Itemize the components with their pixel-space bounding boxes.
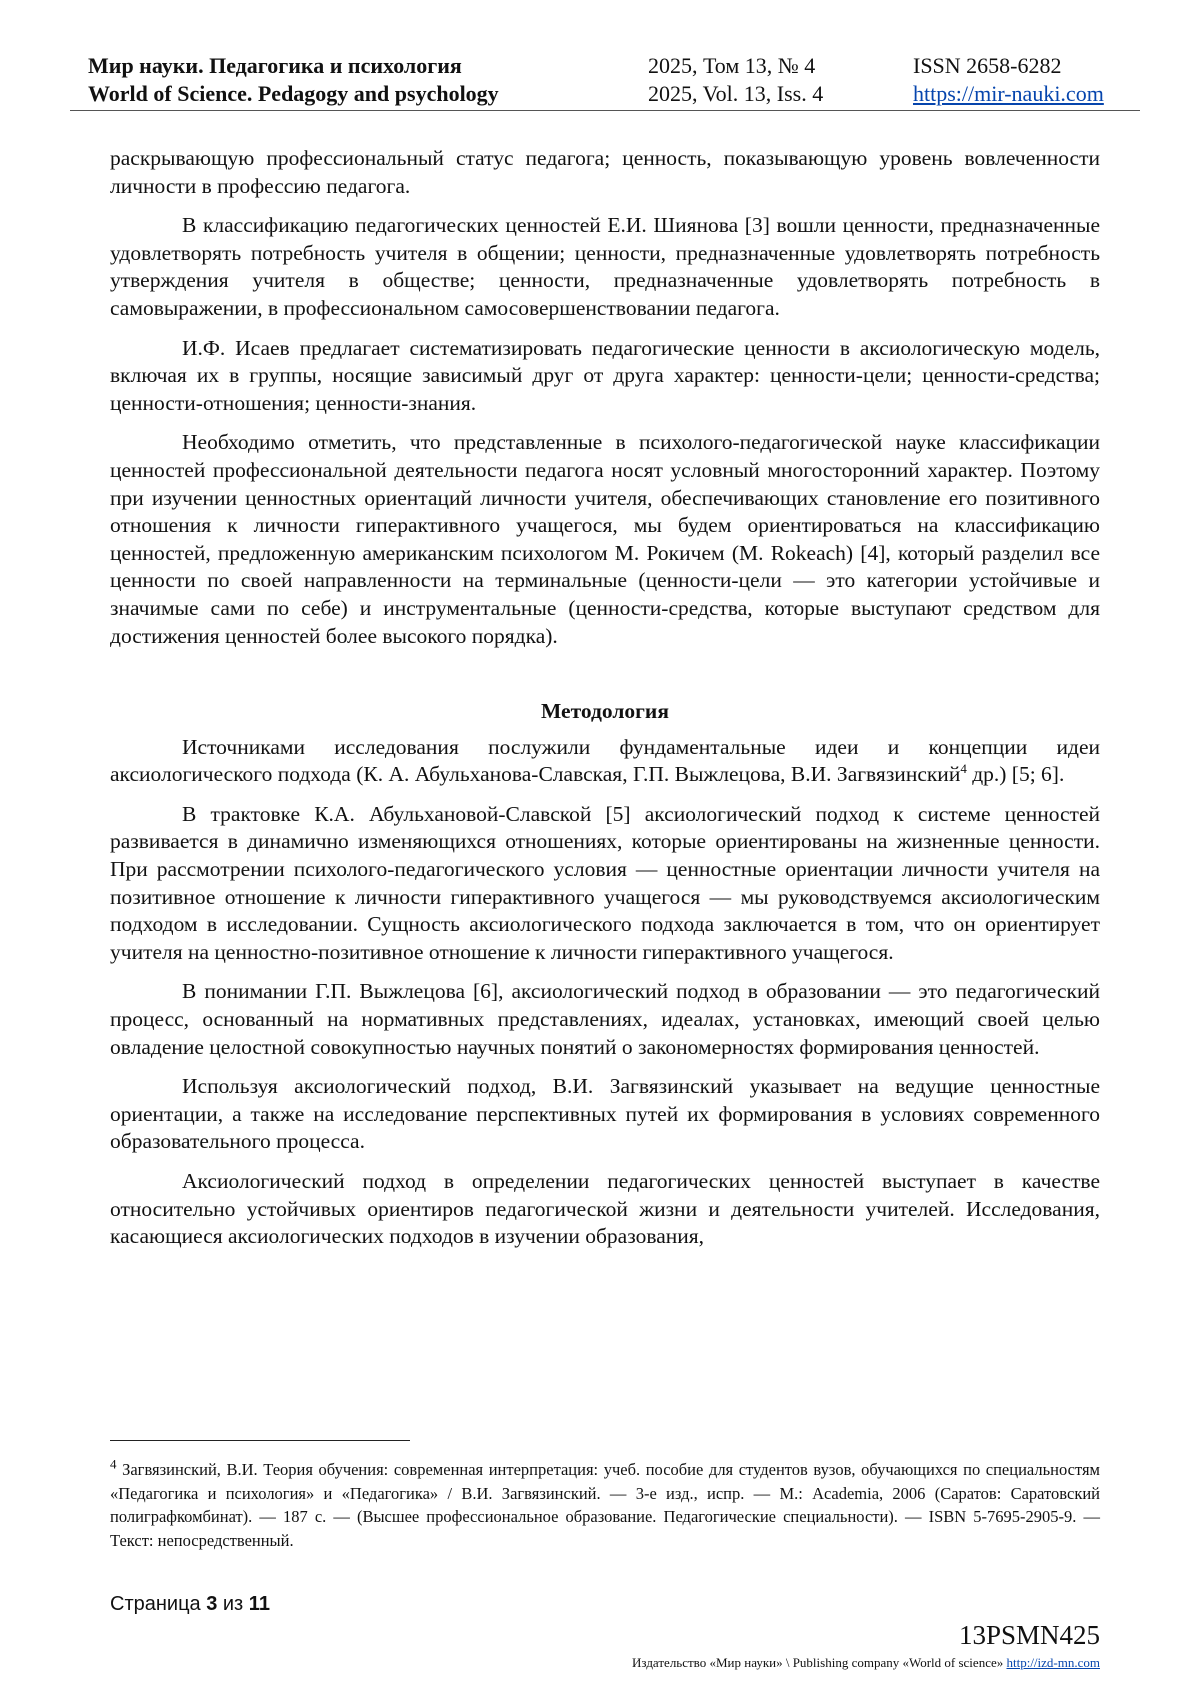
page-number bbox=[110, 1593, 270, 1616]
publisher-line bbox=[632, 1655, 1100, 1671]
issue-ru: 2025, Том 13, № 4 bbox=[648, 53, 816, 78]
paragraph-7: В понимании Г.П. Выжлецова [6], аксиологический подход в образовании — это педагогический процесс, основанный на нормативных представлениях, идеалах, установках, имеющий своей целью овладение целостной совокупностью научных понятий о закономерностях формирования ценностей. bbox=[110, 979, 1100, 1059]
publisher-link[interactable]: http://izd-mn.com bbox=[1006, 1655, 1100, 1670]
paragraph-9: Аксиологический подход в определении педагогических ценностей выступает в качестве относительно устойчивых ориентиров педагогической жизни и деятельности учителей. Исследования, касающиеся аксиологических подходов в изучении образования, bbox=[110, 1169, 1100, 1249]
paragraph-2: В классификацию педагогических ценностей Е.И. Шиянова [3] вошли ценности, предназначенные удовлетворять потребность учителя в общении; ценности, предназначенные удовлетворять потребность утверждения учителя в обществе; ценности, предназначенные удовлетворять потребность в самовыражении, в профессиональном самосовершенствовании педагога. bbox=[110, 213, 1100, 320]
paragraph-5-tail: др.) [5; 6]. bbox=[966, 762, 1065, 787]
issue-block bbox=[648, 52, 823, 108]
journal-title-block bbox=[88, 52, 499, 108]
issn-block bbox=[913, 52, 1104, 108]
paragraph-6: В трактовке К.А. Абульхановой-Славской [5] аксиологический подход к системе ценностей развивается в динамично изменяющихся отношениях, которые ориентированы на жизненные ценности. При рассмотрении психолого-педагогического условия — ценностные ориентации личности учителя на позитивное отношение к личности гиперактивного учащегося — мы руководствуемся аксиологическим подходом в исследовании. Сущность аксиологического подхода заключается в том, что он ориентирует учителя на ценностно-позитивное отношение к личности гиперактивного учащегося. bbox=[110, 801, 1100, 964]
footnote-divider bbox=[110, 1440, 410, 1441]
section-title: Методология bbox=[541, 699, 669, 724]
footnote bbox=[110, 1458, 1100, 1552]
page-total: 11 bbox=[248, 1593, 270, 1615]
page-current: 3 bbox=[206, 1593, 218, 1615]
journal-site-link[interactable]: https://mir-nauki.com bbox=[913, 81, 1104, 106]
paragraph-5 bbox=[110, 734, 1100, 789]
journal-title-en: World of Science. Pedagogy and psychology bbox=[88, 81, 499, 106]
publisher-text: Издательство «Мир науки» \ Publishing company «World of science» bbox=[632, 1655, 1007, 1670]
footnote-marker: 4 bbox=[110, 1456, 117, 1472]
paragraph-8: Используя аксиологический подход, В.И. Загвязинский указывает на ведущие ценностные ориентации, а также на исследование перспективных путей их формирования в условиях современного образовательного процесса. bbox=[110, 1074, 1100, 1154]
footnote-ref[interactable]: 4 bbox=[960, 761, 967, 777]
paragraph-5-main: Источниками исследования послужили фундаментальные идеи и концепции идеи аксиологического подхода (К. А. Абульханова-Славская, Г.П. Выжлецова, В.И. Загвязинский bbox=[110, 734, 1100, 787]
article-body bbox=[110, 145, 1100, 1263]
journal-header bbox=[70, 52, 1140, 111]
journal-title-ru: Мир науки. Педагогика и психология bbox=[88, 53, 462, 78]
page-prefix: Страница bbox=[110, 1593, 207, 1615]
paragraph-4: Необходимо отметить, что представленные в психолого-педагогической науке классификации ценностей профессиональной деятельности педагога носят условный многосторонний характер. Поэтому при изучении ценностных ориентаций личности учителя, обеспечивающих становление его позитивного отношения к личности гиперактивного учащегося, мы будем ориентироваться на классификацию ценностей, предложенную американским психологом М. Рокичем (M. Rokeach) [4], который разделил все ценности по своей направленности на терминальные (ценности-цели — это категории устойчивые и значимые сами по себе) и инструментальные (ценности-средства, которые выступают средством для достижения ценностей более высокого порядка). bbox=[110, 430, 1100, 648]
footnote-text: Загвязинский, В.И. Теория обучения: современная интерпретация: учеб. пособие для студентов вузов, обучающихся по специальностям «Педагогика и психология» и «Педагогика» / В.И. Загвязинский. — 3-е изд., испр. — М.: Academia, 2006 (Саратов: Саратовский полиграфкомбинат). — 187 с. — (Высшее профессиональное образование. Педагогические специальности). — ISBN 5-7695-2905-9. — Текст: непосредственный. bbox=[110, 1460, 1100, 1550]
paragraph-1: раскрывающую профессиональный статус педагога; ценность, показывающую уровень вовлеченности личности в профессию педагога. bbox=[110, 146, 1100, 198]
issn: ISSN 2658-6282 bbox=[913, 53, 1062, 78]
paragraph-3: И.Ф. Исаев предлагает систематизировать педагогические ценности в аксиологическую модель, включая их в группы, носящие зависимый друг от друга характер: ценности-цели; ценности-средства; ценности-отношения; ценности-знания. bbox=[110, 335, 1100, 415]
article-code: 13PSMN425 bbox=[958, 1620, 1100, 1650]
issue-en: 2025, Vol. 13, Iss. 4 bbox=[648, 81, 824, 106]
page-middle: из bbox=[217, 1593, 249, 1615]
